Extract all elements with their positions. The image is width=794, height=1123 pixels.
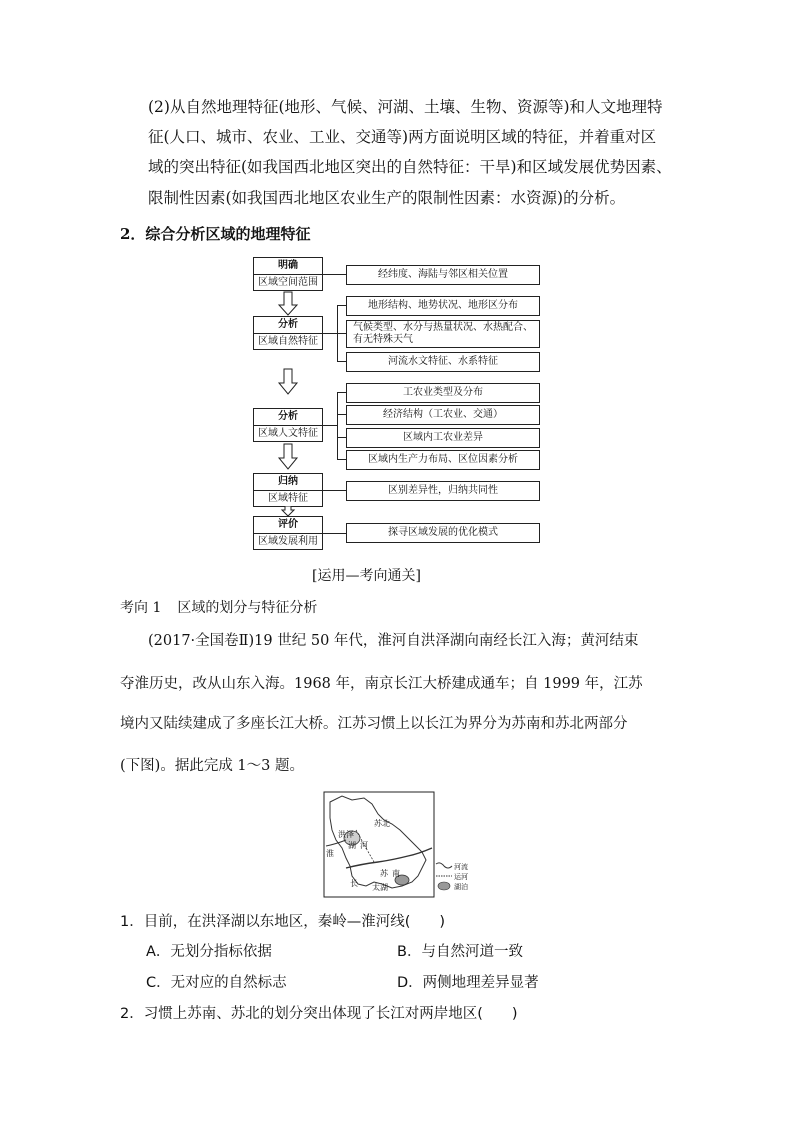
step-2-bottom: 区域自然特征 [258, 336, 318, 347]
s2-item-2-line-1: 气候类型、水分与热量状况、水热配合、 [353, 322, 533, 333]
passage-line-4: (下图)。据此完成 1～3 题。 [120, 758, 304, 774]
s2-item-1: 地形结构、地势状况、地形区分布 [346, 296, 540, 316]
section-2-title: 2．综合分析区域的地理特征 [120, 225, 311, 243]
connector [337, 305, 346, 306]
legend-canal: 运河 [454, 873, 468, 881]
apply-header: [运用—考向通关] [312, 568, 421, 584]
direction-heading [120, 597, 317, 617]
q2-stem: 2．习惯上苏南、苏北的划分突出体现了长江对两岸地区( ) [120, 1006, 518, 1022]
step-box-5 [253, 516, 323, 550]
map-label-taihu: 太湖 [372, 883, 388, 892]
s3-item-4: 区域内生产力布局、区位因素分析 [346, 450, 540, 470]
map-label-subei: 苏北 [374, 819, 390, 828]
step-box-4 [253, 473, 323, 507]
intro-line-4: 限制性因素(如我国西北地区农业生产的限制性因素：水资源)的分析。 [148, 189, 626, 207]
q1-option-c: C．无对应的自然标志 [146, 975, 287, 991]
connector [323, 533, 346, 534]
step-4-bottom: 区域特征 [268, 493, 308, 504]
map-label-hongze-2: 湖 [348, 841, 356, 850]
connector [323, 274, 346, 275]
legend-river-icon [436, 863, 452, 868]
s4-item-1: 区别差异性，归纳共同性 [346, 481, 540, 501]
connector [323, 333, 337, 334]
flowchart [0, 0, 794, 560]
q1-option-b: B．与自然河道一致 [397, 944, 523, 960]
passage-line-3: 境内又陆续建成了多座长江大桥。江苏习惯上以长江为界分为苏南和苏北两部分 [120, 716, 628, 732]
legend-lake-icon [438, 882, 450, 890]
legend-lake: 湖泊 [454, 883, 468, 891]
s3-item-2: 经济结构（工农业、交通） [346, 405, 540, 425]
map-label-huai: 淮 [326, 849, 334, 858]
step-box-1 [253, 257, 323, 291]
connector [337, 392, 346, 393]
intro-line-3: 域的突出特征(如我国西北地区突出的自然特征：干旱)和区域发展优势因素、 [148, 158, 672, 176]
q1-stem: 1．目前，在洪泽湖以东地区，秦岭—淮河线( ) [120, 914, 446, 930]
s3-item-3: 区域内工农业差异 [346, 428, 540, 448]
step-3-bottom: 区域人文特征 [258, 428, 318, 439]
q1-option-d: D．两侧地理差异显著 [397, 975, 539, 991]
s2-item-2 [346, 320, 540, 348]
s2-item-2-line-2: 有无特殊天气 [353, 334, 413, 345]
connector [337, 361, 346, 362]
legend-river: 河流 [454, 863, 468, 871]
step-1-bottom: 区域空间范围 [258, 277, 318, 288]
connector [337, 437, 346, 438]
step-box-2 [253, 316, 323, 350]
s1-item-1: 经纬度、海陆与邻区相关位置 [346, 265, 540, 285]
q1-option-a: A．无划分指标依据 [146, 944, 272, 960]
step-5-top: 评价 [254, 517, 322, 534]
connector [323, 425, 337, 426]
connector [337, 333, 346, 334]
passage-line-2: 夺淮历史，改从山东入海。1968 年，南京长江大桥建成通车；自 1999 年，江苏 [120, 676, 643, 692]
map-label-su: 苏 [380, 869, 388, 878]
map-label-chang: 长 [350, 879, 358, 888]
connector [337, 392, 338, 460]
connector [323, 490, 346, 491]
direction-title: 区域的划分与特征分析 [177, 600, 318, 616]
arrow-down-icon [276, 368, 300, 396]
connector [337, 459, 346, 460]
map-label-he: 河 [360, 841, 368, 850]
passage-line-1: (2017·全国卷Ⅱ)19 世纪 50 年代，淮河自洪泽湖向南经长江入海；黄河结束 [148, 633, 639, 649]
jiangsu-map [322, 790, 474, 900]
s3-item-1: 工农业类型及分布 [346, 383, 540, 403]
step-4-top: 归纳 [254, 474, 322, 491]
arrow-down-icon [276, 443, 300, 471]
s2-item-3: 河流水文特征、水系特征 [346, 352, 540, 372]
intro-line-1: (2)从自然地理特征(地形、气候、河湖、土壤、生物、资源等)和人文地理特 [148, 98, 663, 116]
arrow-down-icon [276, 291, 300, 317]
step-1-top: 明确 [254, 258, 322, 275]
step-3-top: 分析 [254, 409, 322, 426]
map-label-hongze-1: 洪泽 [338, 830, 354, 839]
arrow-down-icon [280, 506, 296, 517]
map-label-nan: 南 [392, 869, 400, 878]
step-box-3 [253, 408, 323, 442]
intro-line-2: 征(人口、城市、农业、工业、交通等)两方面说明区域的特征，并着重对区 [148, 128, 657, 146]
connector [337, 414, 346, 415]
direction-label: 考向 1 [120, 600, 162, 616]
step-5-bottom: 区域发展利用 [258, 536, 318, 547]
step-2-top: 分析 [254, 317, 322, 334]
s5-item-1: 探寻区域发展的优化模式 [346, 523, 540, 543]
